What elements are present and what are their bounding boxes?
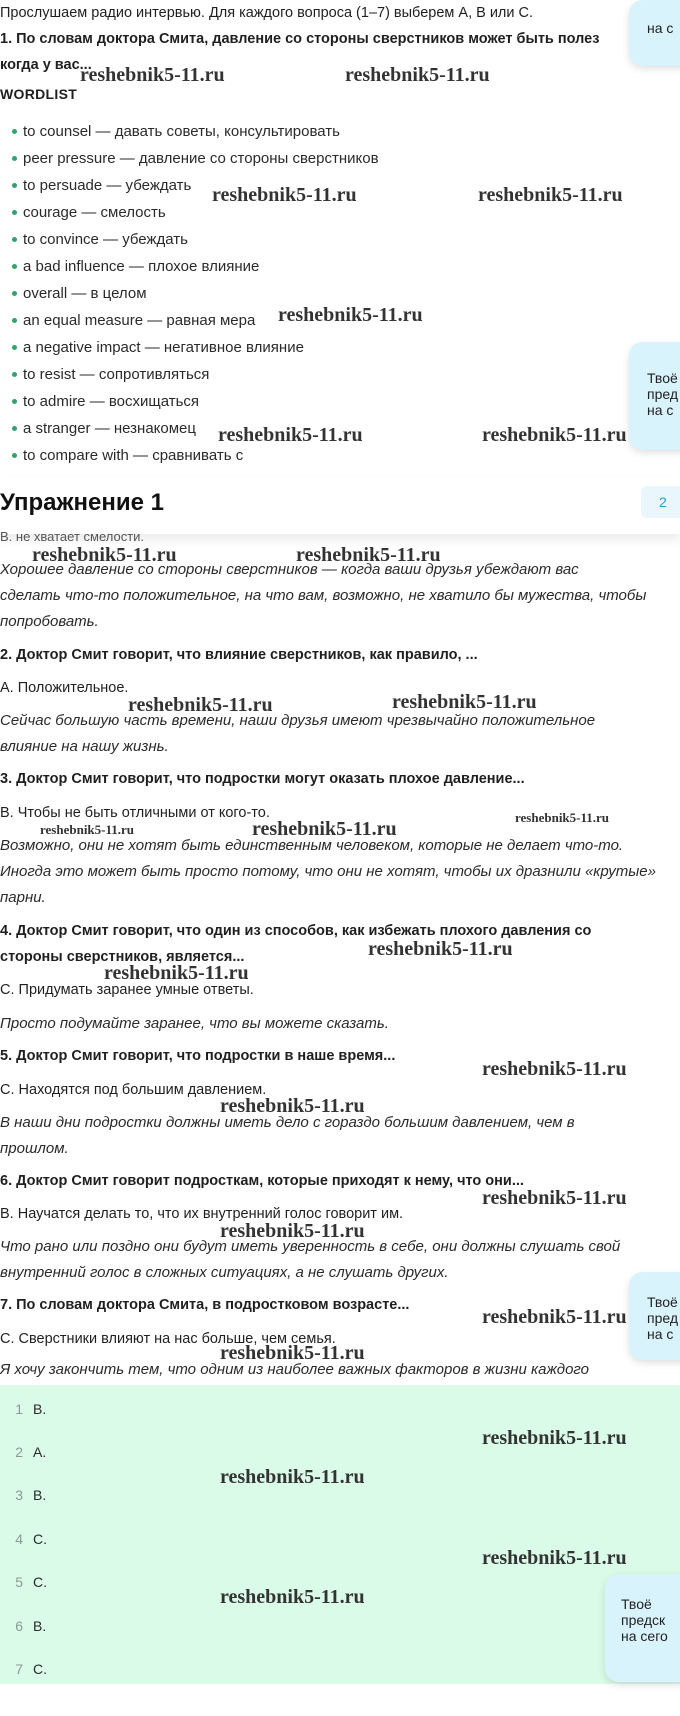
bullet-icon [12,453,17,458]
list-item: a stranger — незнакомец [12,415,379,442]
explanation-1: попробовать. [0,613,99,630]
promo-toast[interactable]: Твоё пред на с [629,1272,680,1360]
question-2: 2. Доктор Смит говорит, что влияние сверстников, как правило, ... [0,647,478,663]
watermark: reshebnik5-11.ru [252,818,397,840]
question-7: 7. По словам доктора Смита, в подростковом возрасте... [0,1297,410,1313]
question-1: 1. По словам доктора Смита, давление со стороны сверстников может быть полез [0,31,600,47]
watermark: reshebnik5-11.ru [128,694,273,716]
list-item: an equal measure — равная мера [12,307,379,334]
question-4-continued: стороны сверстников, является... [0,949,245,965]
list-item: to compare with — сравнивать с [12,442,379,469]
watermark: reshebnik5-11.ru [478,184,623,206]
bullet-icon [12,210,17,215]
answer-7: C. Сверстники влияют на нас больше, чем семья. [0,1331,336,1347]
explanation-5: прошлом. [0,1140,69,1157]
bullet-icon [12,399,17,404]
explanation-5: В наши дни подростки должны иметь дело с гораздо большим давлением, чем в [0,1114,575,1131]
bullet-icon [12,183,17,188]
watermark: reshebnik5-11.ru [80,64,225,86]
question-3: 3. Доктор Смит говорит, что подростки могут оказать плохое давление... [0,771,525,787]
list-item: to resist — сопротивляться [12,361,379,388]
cut-off-line: B. не хватает смелости. [0,529,145,544]
answer-5: C. Находятся под большим давлением. [0,1082,267,1098]
list-item: overall — в целом [12,280,379,307]
watermark: reshebnik5-11.ru [482,424,627,446]
watermark: reshebnik5-11.ru [368,938,513,960]
bullet-icon [12,291,17,296]
question-5: 5. Доктор Смит говорит, что подростки в наше время... [0,1048,396,1064]
bullet-icon [12,426,17,431]
list-item: to persuade — убеждать [12,172,379,199]
list-item: courage — смелость [12,199,379,226]
watermark: reshebnik5-11.ru [40,822,135,837]
bullet-icon [12,318,17,323]
watermark: reshebnik5-11.ru [345,64,490,86]
list-item: to counsel — давать советы, консультировать [12,118,379,145]
list-item: a bad influence — плохое влияние [12,253,379,280]
list-item: 1 B. [15,1401,47,1417]
promo-toast[interactable]: Твоё пред на с [629,342,680,450]
promo-toast[interactable]: на с [629,0,680,66]
question-4: 4. Доктор Смит говорит, что один из способов, как избежать плохого давления со [0,923,592,939]
explanation-2: влияние на нашу жизнь. [0,738,169,755]
list-item: 3 B. [15,1487,47,1503]
page-indicator[interactable]: 2 [641,486,680,518]
watermark: reshebnik5-11.ru [482,1547,627,1569]
list-item: to admire — восхищаться [12,388,379,415]
answer-2: A. Положительное. [0,680,129,696]
watermark: reshebnik5-11.ru [220,1466,365,1488]
watermark: reshebnik5-11.ru [220,1342,365,1364]
bullet-icon [12,372,17,377]
watermark: reshebnik5-11.ru [482,1306,627,1328]
watermark: reshebnik5-11.ru [104,962,249,984]
watermark: reshebnik5-11.ru [32,544,177,566]
bullet-icon [12,237,17,242]
list-item: 4 C. [15,1531,47,1547]
wordlist [12,118,379,469]
watermark: reshebnik5-11.ru [482,1427,627,1449]
bullet-icon [12,264,17,269]
explanation-1: сделать что-то положительное, на что вам, возможно, не хватило бы мужества, чтобы [0,587,647,604]
answer-4: C. Придумать заранее умные ответы. [0,982,254,998]
explanation-3: Возможно, они не хотят быть единственным человеком, которые не делает что-то. [0,837,624,854]
explanation-3: парни. [0,889,46,906]
wordlist-heading: WORDLIST [0,86,78,102]
list-item: 5 C. [15,1574,47,1590]
question-1-continued: когда у вас... [0,57,92,73]
watermark: reshebnik5-11.ru [482,1187,627,1209]
watermark: reshebnik5-11.ru [515,810,610,825]
list-item: peer pressure — давление со стороны сверстников [12,145,379,172]
watermark: reshebnik5-11.ru [220,1095,365,1117]
list-item: a negative impact — негативное влияние [12,334,379,361]
list-item: to convince — убеждать [12,226,379,253]
intro-text: Прослушаем радио интервью. Для каждого вопроса (1–7) выберем A, B или C. [0,5,534,21]
list-item: 7 C. [15,1661,47,1677]
watermark: reshebnik5-11.ru [220,1586,365,1608]
explanation-6: Что рано или поздно они будут иметь уверенность в себе, они должны слушать свой [0,1238,621,1255]
watermark: reshebnik5-11.ru [212,184,357,206]
answer-3: B. Чтобы не быть отличными от кого-то. [0,805,270,821]
question-6: 6. Доктор Смит говорит подросткам, которые приходят к нему, что они... [0,1173,524,1189]
explanation-4: Просто подумайте заранее, что вы можете сказать. [0,1015,389,1032]
explanation-6: внутренний голос в сложных ситуациях, а не слушать других. [0,1264,449,1281]
explanation-7: Я хочу закончить тем, что одним из наиболее важных факторов в жизни каждого [0,1361,589,1378]
explanation-2: Сейчас большую часть времени, наши друзья имеют чрезвычайно положительное [0,712,596,729]
bullet-icon [12,345,17,350]
promo-toast[interactable]: Твоё предск на сего [605,1574,680,1682]
bullet-icon [12,129,17,134]
watermark: reshebnik5-11.ru [296,544,441,566]
watermark: reshebnik5-11.ru [392,691,537,713]
watermark: reshebnik5-11.ru [482,1058,627,1080]
answer-6: B. Научатся делать то, что их внутренний голос говорит им. [0,1206,404,1222]
bullet-icon [12,156,17,161]
watermark: reshebnik5-11.ru [218,424,363,446]
list-item: 2 A. [15,1444,47,1460]
watermark: reshebnik5-11.ru [220,1220,365,1242]
list-item: 6 B. [15,1618,47,1634]
exercise-title: Упражнение 1 [0,489,164,516]
explanation-3: Иногда это может быть просто потому, что они не хотят, чтобы их дразнили «крутые» [0,863,656,880]
explanation-1: Хорошее давление со стороны сверстников — когда ваши друзья убеждают вас [0,561,579,578]
watermark: reshebnik5-11.ru [278,304,423,326]
